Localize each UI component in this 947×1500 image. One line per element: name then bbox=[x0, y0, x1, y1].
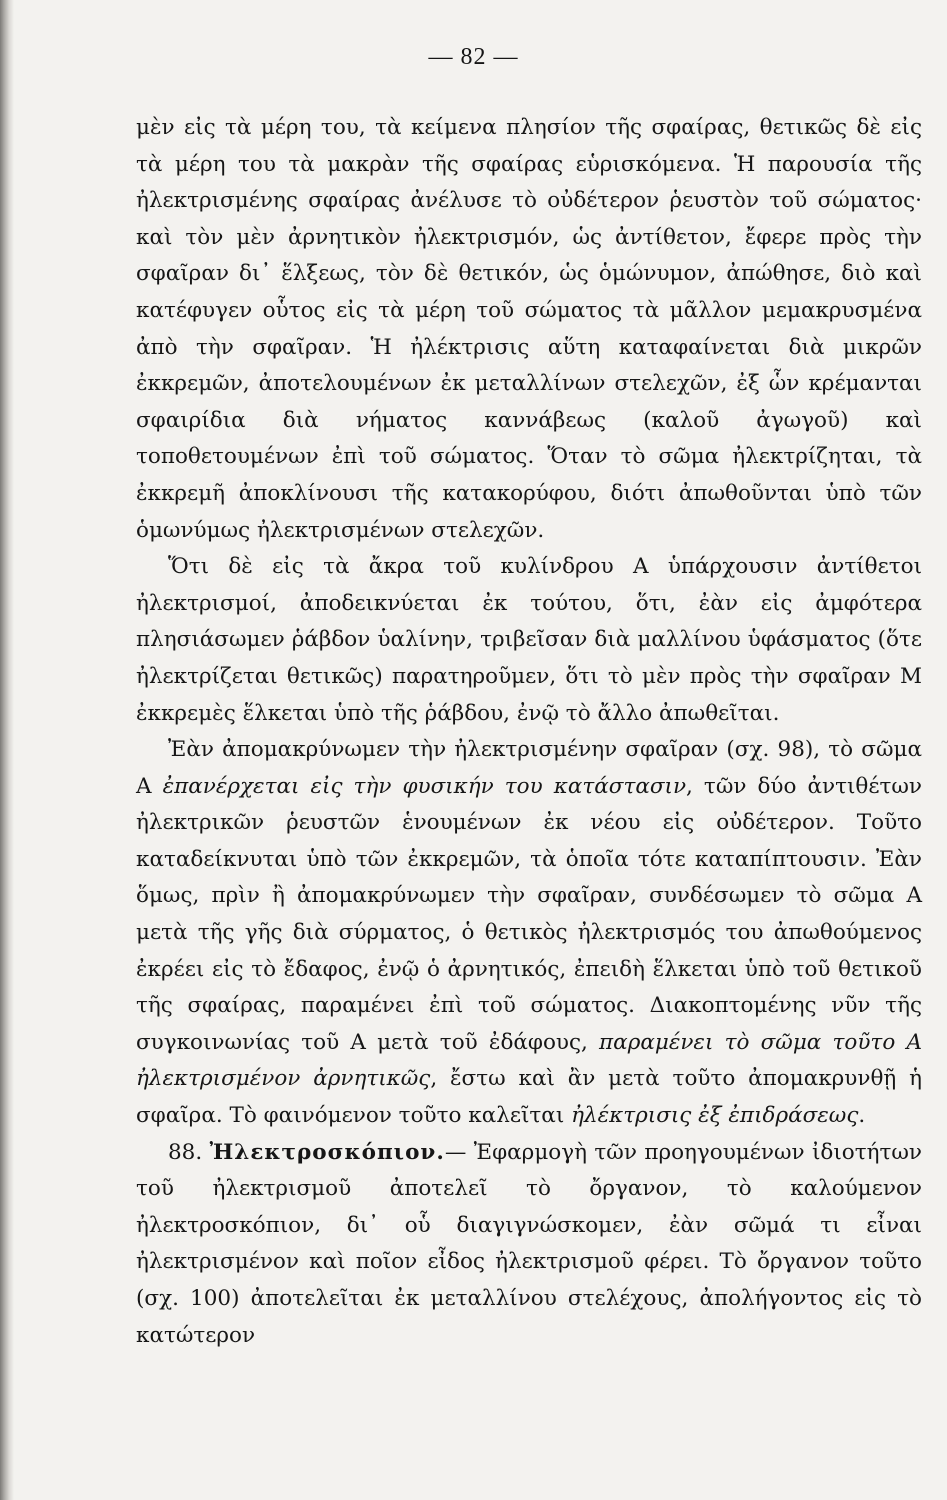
paragraph-text: , τῶν δύο ἀντιθέτων ἠλεκτρικῶν ῥευστῶν ἑνουμένων ἐκ νέου εἰς οὐδέτερον. Τοῦτο καταδείκνυται ὑπὸ τῶν ἐκκρεμῶν, τὰ ὁποῖα τότε καταπίπτουσιν. Ἐὰν ὅμως, πρὶν ἢ ἀπομακρύνωμεν τὴν σφαῖραν, συνδέσωμεν τὸ σῶμα Α μετὰ τῆς γῆς διὰ σύρματος, ὁ θετικὸς ἠλεκτρισμός του ἀπωθούμενος ἐκρέει εἰς τὸ ἔδαφος, ἐνῷ ὁ ἀρνητικός, ἐπειδὴ ἕλκεται ὑπὸ τοῦ θετικοῦ τῆς σφαίρας, παραμένει ἐπὶ τοῦ σώματος. Διακοπτομένης νῦν τῆς συγκοινωνίας τοῦ Α μετὰ τοῦ ἐδάφους, bbox=[136, 773, 922, 1055]
paragraph-text: Ἐὰν ἀπομακρύνωμεν τὴν ἠλεκτρισμένην σφαῖραν (σχ. 98), τὸ σῶμα Α bbox=[136, 737, 922, 799]
paragraph-text: — Ἐφαρμογὴ τῶν προηγουμένων ἰδιοτήτων τοῦ ἠλεκτρισμοῦ ἀποτελεῖ τὸ ὄργανον, τὸ καλούμενον ἠλεκτροσκόπιον, δι᾿ οὗ διαγιγνώσκομεν, ἐὰν σῶμά τι εἶναι ἠλεκτρισμένον καὶ ποῖον εἶδος ἠλεκτρισμοῦ φέρει. Τὸ ὄργανον τοῦτο (σχ. 100) ἀποτελεῖται ἐκ μεταλλίνου στελέχους, ἀπολήγοντος εἰς τὸ κατώτερον bbox=[136, 1139, 923, 1348]
paragraph-text: μὲν εἰς τὰ μέρη του, τὰ κείμενα πλησίον τῆς σφαίρας, θετικῶς δὲ εἰς τὰ μέρη του τὰ μακρὰν τῆς σφαίρας εὑρισκόμενα. Ἡ παρουσία τῆς ἠλεκτρισμένης σφαίρας ἀνέλυσε τὸ οὐδέτερον ῥευστὸν τοῦ σώματος· καὶ τὸν μὲν ἀρνητικὸν ἠλεκτρισμόν, ὡς ἀντίθετον, ἔφερε πρὸς τὴν σφαῖραν δι᾿ ἕλξεως, τὸν δὲ θετικόν, ὡς ὁμώνυμον, ἀπώθησε, διὸ καὶ κατέφυγεν οὗτος εἰς τὰ μέρη τοῦ σώματος τὰ μᾶλλον μεμακρυσμένα ἀπὸ τὴν σφαῖραν. Ἡ ἠλέκτρισις αὕτη καταφαίνεται διὰ μικρῶν ἐκκρεμῶν, ἀποτελουμένων ἐκ μεταλλίνων στελεχῶν, ἐξ ὧν κρέμανται σφαιρίδια διὰ νήματος καννάβεως (καλοῦ ἀγωγοῦ) καὶ τοποθετουμένων ἐπὶ τοῦ σώματος. Ὅταν τὸ σῶμα ἠλεκτρίζηται, τὰ ἐκκρεμῆ ἀποκλίνουσι τῆς κατακορύφου, διότι ἀπωθοῦνται ὑπὸ τῶν ὁμωνύμως ἠλεκτρισμένων στελεχῶν. bbox=[136, 115, 922, 543]
page-number: — 82 — bbox=[428, 44, 519, 70]
page-edge-shadow bbox=[0, 0, 14, 1500]
section-number: 88. bbox=[168, 1139, 210, 1165]
emphasis-text: παραμένει τὸ σῶμα τοῦτο Α ἠλεκτρισμένον ἀρνητικῶς bbox=[136, 1029, 922, 1092]
paragraph-4 bbox=[136, 1135, 922, 1355]
body-text bbox=[136, 110, 922, 1354]
paragraph-1 bbox=[136, 110, 922, 549]
emphasis-text: ἠλέκτρισις ἐξ ἐπιδράσεως bbox=[571, 1103, 859, 1129]
section-heading: Ἠλεκτροσκόπιον. bbox=[209, 1139, 445, 1165]
paragraph-text: . bbox=[858, 1103, 866, 1129]
paragraph-text: Ὅτι δὲ εἰς τὰ ἄκρα τοῦ κυλίνδρου Α ὑπάρχουσιν ἀντίθετοι ἠλεκτρισμοί, ἀποδεικνύεται ἐκ τούτου, ὅτι, ἐὰν εἰς ἀμφότερα πλησιάσωμεν ῥάβδον ὑαλίνην, τριβεῖσαν διὰ μαλλίνου ὑφάσματος (ὅτε ἠλεκτρίζεται θετικῶς) παρατηροῦμεν, ὅτι τὸ μὲν πρὸς τὴν σφαῖραν Μ ἐκκρεμὲς ἕλκεται ὑπὸ τῆς ῥάβδου, ἐνῷ τὸ ἄλλο ἀπωθεῖται. bbox=[136, 554, 922, 726]
paragraph-2 bbox=[136, 549, 922, 732]
paragraph-text: , ἔστω καὶ ἂν μετὰ τοῦτο ἀπομακρυνθῇ ἡ σφαῖρα. Τὸ φαινόμενον τοῦτο καλεῖται bbox=[136, 1066, 922, 1129]
emphasis-text: ἐπανέρχεται εἰς τὴν φυσικήν του κατάστασιν bbox=[162, 773, 687, 799]
paragraph-3 bbox=[136, 732, 922, 1135]
